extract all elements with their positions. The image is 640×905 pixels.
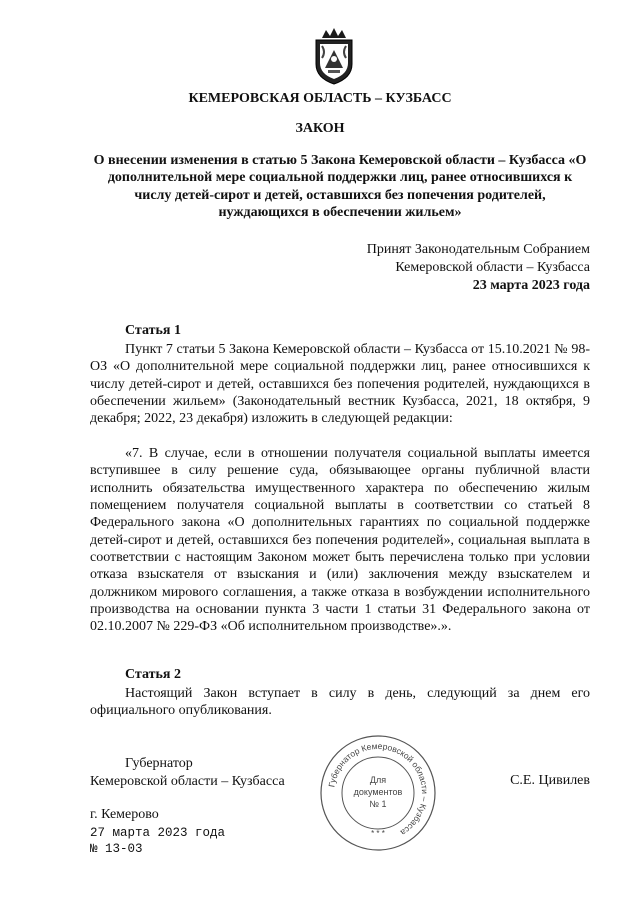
stamp-ring-text: Губернатор Кемеровской области – Кузбасса: [326, 740, 431, 838]
city-name: г. Кемерово: [90, 807, 159, 822]
document-type-title: ЗАКОН: [295, 121, 345, 136]
stamp-center-line-3: № 1: [369, 799, 387, 809]
article-2-heading: Статья 2: [125, 667, 181, 682]
signature-title-block: [90, 755, 285, 790]
signing-date: 27 марта 2023 года: [90, 826, 226, 840]
region-title: КЕМЕРОВСКАЯ ОБЛАСТЬ – КУЗБАСС: [188, 91, 452, 106]
stamp-center-line-1: Для: [369, 775, 387, 785]
signature-title-line-1: Губернатор: [125, 756, 193, 771]
signature-title-line-2: Кемеровской области – Кузбасса: [90, 773, 285, 789]
coat-of-arms-emblem: [312, 24, 356, 86]
adoption-block: [367, 241, 590, 295]
article-1-heading: Статья 1: [125, 323, 181, 338]
law-subject-title: О внесении изменения в статью 5 Закона Кемеровской области – Кузбасса «О дополнительной мере социальной поддержки лиц, ранее относившихся к числу детей-сирот и детей, оставшихся без попечения родителей, нуждающихся в обеспечении жильем»: [93, 153, 587, 220]
official-stamp: [318, 733, 438, 853]
law-number: № 13-03: [90, 842, 143, 856]
adoption-date: 23 марта 2023 года: [472, 278, 590, 293]
article-1-paragraph-1: Пункт 7 статьи 5 Закона Кемеровской области – Кузбасса от 15.10.2021 № 98-ОЗ «О дополнительной мере социальной поддержки лиц, ранее относившихся к числу детей-сирот и детей, оставшихся без попечения родителей, нуждающихся в обеспечении жильем» (Законодательный вестник Кузбасса, 2021, 18 октября, 9 декабря; 2022, 23 декабря) изложить в следующей редакции:: [90, 342, 590, 427]
stamp-bottom-marks: * * *: [371, 829, 385, 838]
adoption-line-2: Кемеровской области – Кузбасса: [395, 260, 590, 275]
stamp-center-line-2: документов: [353, 787, 403, 797]
article-1-paragraph-2: «7. В случае, если в отношении получателя социальной выплаты имеется вступившее в силу решение суда, обязывающее органы публичной власти исполнить обязательства имущественного характера по обеспечению жилым помещением получателя социальной выплаты в соответствии со статьей 8 Федерального закона «О дополнительных гарантиях по социальной поддержке детей-сирот и детей, оставшихся без попечения родителей», социальная выплата в соответствии с настоящим Законом может быть перечислена только при условии отказа взыскателя от взыскания и (или) заключения между взыскателем и должником мирового соглашения, а также отказа в возбуждении исполнительного производства на основании пункта 3 части 1 статьи 31 Федерального закона от 02.10.2007 № 229-ФЗ «Об исполнительном производстве».».: [90, 446, 590, 635]
adoption-line-1: Принят Законодательным Собранием: [366, 242, 590, 257]
article-2-paragraph-1: Настоящий Закон вступает в силу в день, следующий за днем его официального опубликования.: [90, 686, 590, 719]
signatory-name: С.Е. Цивилев: [510, 773, 590, 788]
